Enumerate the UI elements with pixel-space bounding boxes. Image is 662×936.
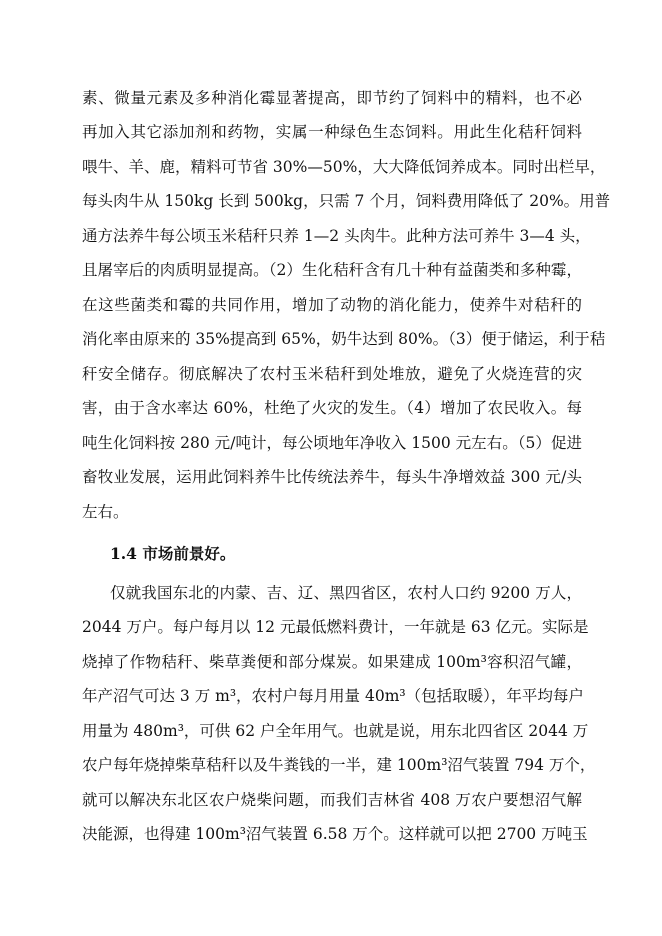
paragraph-1-line-10: 害，由于含水率达 60%，杜绝了火灾的发生。（4）增加了农民收入。每 — [82, 399, 582, 417]
paragraph-2-line-8: 决能源，也得建 100m³沼气装置 6.58 万个。这样就可以把 2700 万吨玉 — [82, 825, 588, 843]
paragraph-1-line-5: 通方法养牛每公顷玉米秸秆只养 1—2 头肉牛。此种方法可养牛 3—4 头， — [82, 227, 591, 245]
paragraph-1-line-7: 在这些菌类和霉的共同作用，增加了动物的消化能力，使养牛对秸秆的 — [82, 296, 582, 314]
paragraph-2-line-6: 农户每年烧掉柴草秸秆以及牛粪钱的一半，建 100m³沼气装置 794 万个， — [82, 756, 596, 774]
paragraph-2-line-7: 就可以解决东北区农户烧柴问题，而我们吉林省 408 万农户要想沼气解 — [82, 791, 582, 809]
paragraph-1-line-4: 每头肉牛从 150kg 长到 500kg，只需 7 个月，饲料费用降低了 20%。用普 — [82, 192, 611, 210]
paragraph-1-line-11: 吨生化饲料按 280 元/吨计，每公顷地年净收入 1500 元左右。（5）促进 — [82, 434, 582, 452]
paragraph-1-line-12: 畜牧业发展，运用此饲料养牛比传统法养牛，每头牛净增效益 300 元/头 — [82, 468, 582, 486]
paragraph-1-line-1: 素、微量元素及多种消化霉显著提高，即节约了饲料中的精料，也不必 — [82, 89, 582, 107]
paragraph-1-line-2: 再加入其它添加剂和药物，实属一种绿色生态饲料。用此生化秸秆饲料 — [82, 123, 582, 141]
paragraph-2-line-5: 用量为 480m³，可供 62 户全年用气。也就是说，用东北四省区 2044 万 — [82, 722, 589, 740]
paragraph-1-line-8: 消化率由原来的 35%提高到 65%，奶牛达到 80%。（3）便于储运，利于秸 — [82, 330, 606, 348]
paragraph-1-line-9: 秆安全储存。彻底解决了农村玉米秸秆到处堆放，避免了火烧连营的灾 — [82, 365, 582, 383]
paragraph-1-line-6: 且屠宰后的肉质明显提高。（2）生化秸秆含有几十种有益菌类和多种霉， — [82, 261, 582, 279]
paragraph-1-line-3: 喂牛、羊、鹿，精料可节省 30%—50%，大大降低饲养成本。同时出栏早， — [82, 158, 606, 176]
section-heading: 1.4 市场前景好。 — [110, 544, 236, 563]
paragraph-2-line-4: 年产沼气可达 3 万 m³，农村户每月用量 40m³（包括取暖），年平均每户 — [82, 687, 584, 705]
paragraph-2-line-3: 烧掉了作物秸秆、柴草粪便和部分煤炭。如果建成 100m³容积沼气罐， — [82, 653, 582, 671]
paragraph-1-line-13: 左右。 — [82, 503, 129, 521]
paragraph-2-line-2: 2044 万户。每户每月以 12 元最低燃料费计，一年就是 63 亿元。实际是 — [82, 618, 589, 636]
paragraph-2-line-1: 仅就我国东北的内蒙、吉、辽、黑四省区，农村人口约 9200 万人， — [110, 584, 582, 602]
